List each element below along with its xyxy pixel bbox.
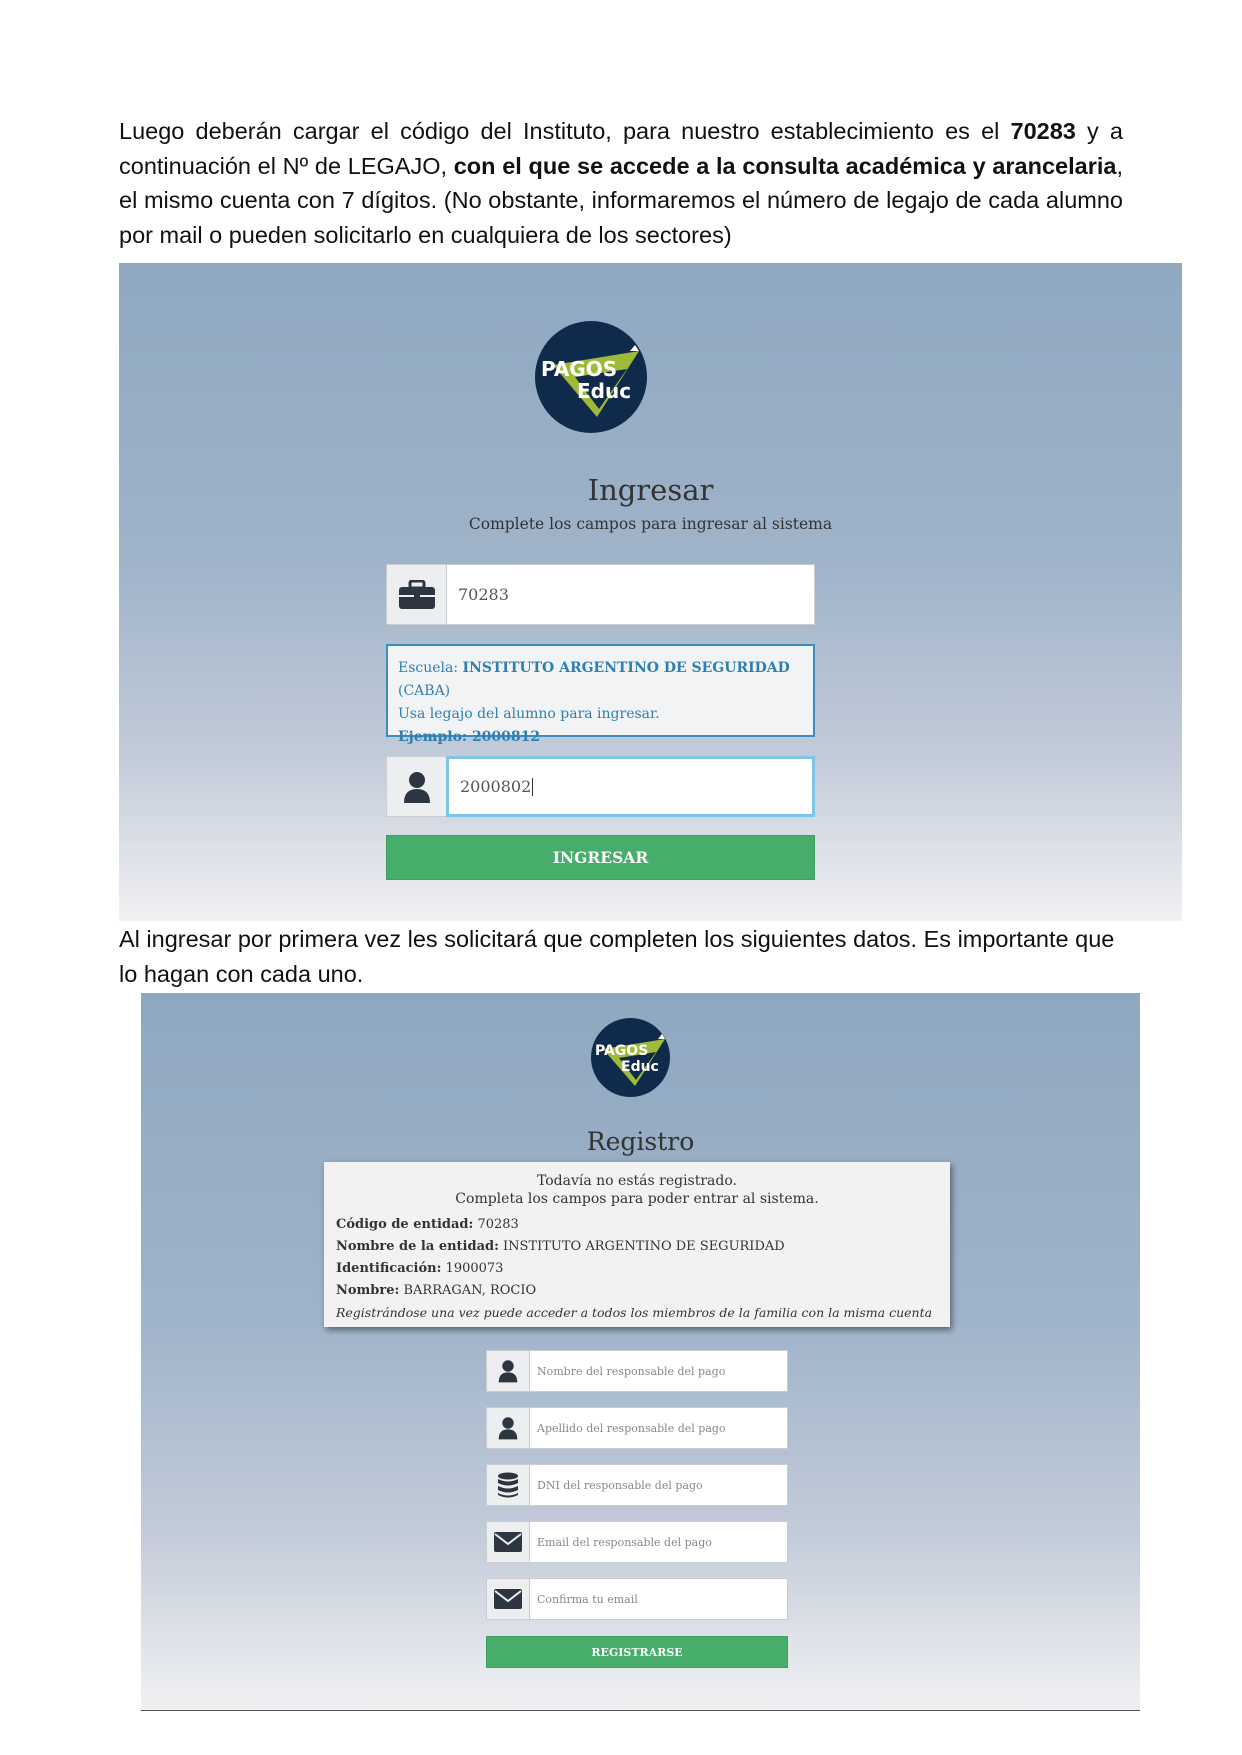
login-screenshot xyxy=(119,263,1182,921)
user-icon xyxy=(387,757,447,816)
responsable-email-field[interactable] xyxy=(486,1521,788,1563)
envelope-icon xyxy=(487,1522,530,1562)
intro-text-2: y a continuación el Nº de LEGAJO, xyxy=(119,118,1123,179)
student-name-label: Nombre: xyxy=(336,1283,400,1298)
entity-code-input[interactable]: 70283 xyxy=(458,585,509,604)
confirm-email-input[interactable]: Confirma tu email xyxy=(537,1592,638,1606)
legajo-example: Ejemplo: 2000812 xyxy=(398,729,541,745)
entity-name-value: INSTITUTO ARGENTINO DE SEGURIDAD xyxy=(503,1239,785,1254)
notice-line-2: Completa los campos para poder entrar al sistema. xyxy=(455,1191,819,1207)
database-icon xyxy=(487,1465,530,1505)
code-value: 70283 xyxy=(477,1217,519,1232)
legajo-value: 2000802 xyxy=(460,777,532,796)
responsable-dni-input[interactable]: DNI del responsable del pago xyxy=(537,1478,703,1492)
intro-text-3: , el mismo cuenta con 7 dígitos. (No obstante, informaremos el número de legajo de cada alumno por mail o pueden solicitarlo en cualquiera de los sectores) xyxy=(119,152,1123,248)
student-name-value: BARRAGAN, ROCIO xyxy=(403,1283,537,1298)
legajo-input[interactable] xyxy=(446,756,815,817)
school-name: INSTITUTO ARGENTINO DE SEGURIDAD xyxy=(462,660,790,676)
responsable-apellido-field[interactable] xyxy=(486,1407,788,1449)
text-cursor xyxy=(532,778,533,796)
responsable-apellido-input[interactable]: Apellido del responsable del pago xyxy=(537,1421,726,1435)
login-title: Ingresar xyxy=(587,473,714,507)
intro-text-1: Luego deberán cargar el código del Instituto, para nuestro establecimiento es el xyxy=(119,118,1011,144)
register-screenshot xyxy=(141,993,1140,1711)
school-hint: Usa legajo del alumno para ingresar. xyxy=(398,706,660,722)
intro-paragraph xyxy=(119,114,1123,252)
code-label: Código de entidad: xyxy=(336,1217,474,1232)
responsable-nombre-field[interactable] xyxy=(486,1350,788,1392)
logo-text-pagos: PAGOS xyxy=(595,1043,649,1059)
intro-bold-text: con el que se accede a la consulta académica y arancelaria xyxy=(453,152,1117,179)
entity-code-field[interactable] xyxy=(386,564,815,625)
responsable-nombre-input[interactable]: Nombre del responsable del pago xyxy=(537,1364,726,1378)
register-note: Registrándose una vez puede acceder a todos los miembros de la familia con la misma cuenta xyxy=(336,1305,933,1320)
id-label: Identificación: xyxy=(336,1261,442,1276)
registrarse-button[interactable]: REGISTRARSE xyxy=(486,1636,788,1668)
id-value: 1900073 xyxy=(445,1261,504,1276)
notice-line-1: Todavía no estás registrado. xyxy=(536,1173,737,1189)
school-label: Escuela: xyxy=(398,660,459,676)
envelope-icon xyxy=(487,1579,530,1619)
intro-code: 70283 xyxy=(1010,118,1076,144)
user-icon xyxy=(487,1351,530,1391)
confirm-email-field[interactable] xyxy=(486,1578,788,1620)
pagos-educ-logo-small xyxy=(591,1018,670,1097)
school-region: (CABA) xyxy=(398,683,451,699)
school-info-box xyxy=(386,644,815,745)
pagos-educ-logo xyxy=(535,321,647,433)
responsable-email-input[interactable]: Email del responsable del pago xyxy=(537,1535,712,1549)
responsable-dni-field[interactable] xyxy=(486,1464,788,1506)
user-icon xyxy=(487,1408,530,1448)
login-subtitle: Complete los campos para ingresar al sistema xyxy=(468,515,833,533)
register-notice-box xyxy=(324,1162,950,1327)
logo-text-educ: Educ xyxy=(577,379,632,403)
logo-text-educ: Educ xyxy=(621,1059,659,1075)
entity-name-label: Nombre de la entidad: xyxy=(336,1239,499,1254)
ingresar-button[interactable]: INGRESAR xyxy=(386,835,815,880)
register-title: Registro xyxy=(586,1127,695,1156)
briefcase-icon xyxy=(387,565,447,624)
legajo-field[interactable] xyxy=(386,756,815,817)
middle-paragraph: Al ingresar por primera vez les solicitará que completen los siguientes datos. Es importante que lo hagan con cada uno. xyxy=(119,926,1115,987)
logo-text-pagos: PAGOS xyxy=(541,357,618,381)
